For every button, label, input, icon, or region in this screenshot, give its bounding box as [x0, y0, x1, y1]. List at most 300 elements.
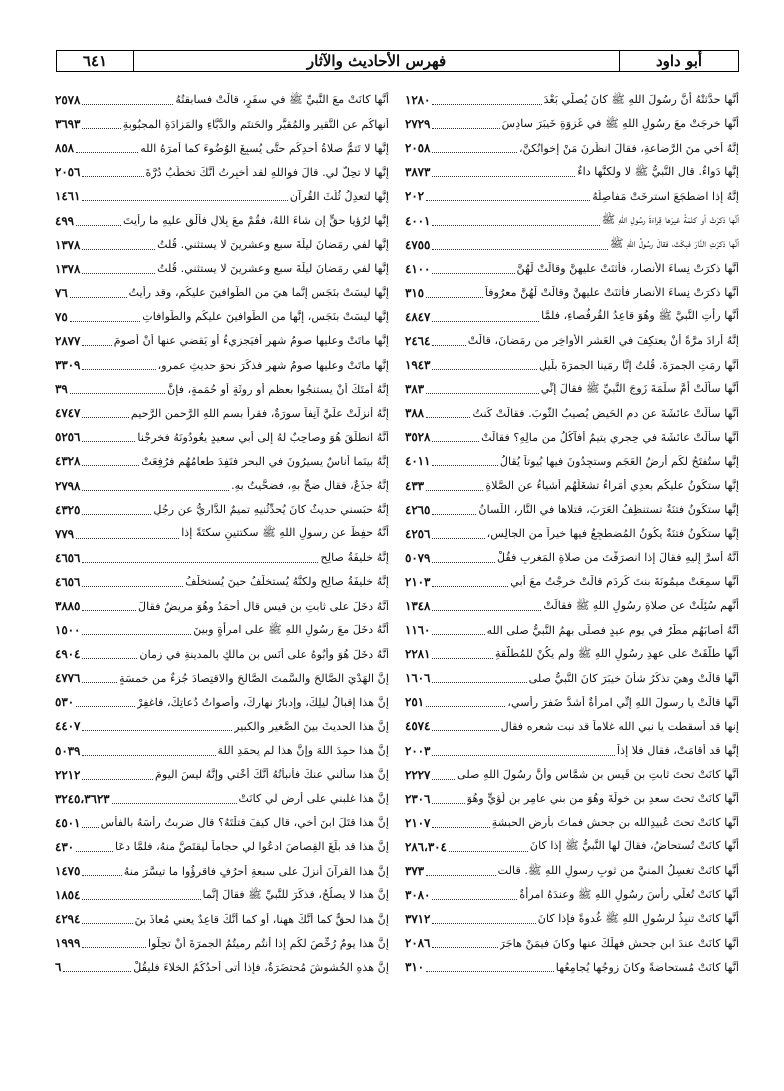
hadith-number: ١٣٧٨ — [55, 261, 81, 276]
leader-dots — [82, 456, 139, 466]
hadith-number: ٢٨٧٧ — [55, 333, 81, 348]
leader-dots — [432, 938, 497, 948]
hadith-incipit: إنَّها لفي رمَضانَ ليلَةَ سبعٍ وعشرينَ لا يستثني. قُلتُ — [157, 262, 389, 276]
leader-dots — [82, 264, 155, 274]
hadith-incipit: إنَّها لفي رمَضانَ ليلَةَ سبعٍ وعشرينَ لا يستثني. قُلتُ — [157, 238, 389, 252]
hadith-number: ٢٠٠٣ — [405, 743, 431, 758]
index-entry — [55, 353, 389, 377]
leader-dots — [432, 890, 517, 900]
index-entry — [405, 594, 739, 618]
hadith-incipit: إنَّ هذا لحقٌّ كما أنَّكَ ههنا، أو كما أنَّكَ قاعِدٌ يعني مُعاذَ بنَ — [134, 912, 389, 926]
hadith-incipit: إنَّها ستكُونُ فتنَةٌ يكُونُ المُضطجِعُ فيها خيراً من الجالِسِ، — [486, 527, 739, 541]
index-entry — [405, 955, 739, 979]
leader-dots — [82, 866, 121, 876]
index-entry — [55, 811, 389, 835]
hadith-number: ١٤٦١ — [55, 189, 81, 204]
index-entry — [55, 377, 389, 401]
hadith-incipit: أنَّها رمَتِ الجمرَةَ. قُلتُ إنَّا رمَينا الجمرَةَ بلَيلٍ — [539, 358, 739, 372]
index-entry — [55, 763, 389, 787]
hadith-incipit: أنَّها كانَتْ عندَ ابنِ جحشٍ فهلَكَ عنها وكانَ فيمَنْ هاجَرَ — [499, 936, 739, 950]
hadith-number: ١٣٤٨ — [405, 599, 431, 614]
index-entry — [405, 474, 739, 498]
leader-dots — [82, 240, 155, 250]
leader-dots — [432, 119, 499, 129]
hadith-incipit: إنَّ هذا غلبني على أرضٍ لي كانَتْ — [238, 792, 389, 806]
leader-dots — [82, 408, 129, 418]
index-entry — [405, 257, 739, 281]
leader-dots — [76, 842, 113, 852]
hadith-number: ٥٣٠ — [55, 695, 75, 710]
hadith-number: ٤٦٥٦ — [55, 550, 81, 565]
leader-dots — [432, 914, 535, 924]
index-entry — [405, 618, 739, 642]
hadith-number: ٢٠٨٦ — [405, 936, 431, 951]
hadith-incipit: إنَّ هذا حمِدَ اللهَ وإنَّ هذا لم يحمَدِ اللهَ — [217, 744, 389, 758]
index-entry — [405, 835, 739, 859]
index-entry — [405, 208, 739, 232]
hadith-number: ٢٨٦،٣٠٤ — [405, 839, 447, 854]
index-entry — [55, 498, 389, 522]
hadith-incipit: إنَّها ستُفتَحُ لكُم أرضُ العَجَمِ وستجِدُونَ فيها بُيوتاً يُقالُ — [499, 454, 739, 468]
index-entry — [405, 763, 739, 787]
leader-dots — [63, 962, 131, 972]
index-entry — [405, 931, 739, 955]
hadith-incipit: إنَّهُ أمتَكَ أنْ يستنجُوا بعظمٍ أو روثَةٍ أو حُمَمةٍ، فإنَّ — [167, 382, 389, 396]
hadith-number: ٤٥٧٤ — [405, 719, 431, 734]
leader-dots — [76, 529, 179, 539]
hadith-incipit: أنَّها كانَتْ تحتَ سعدِ بنِ خولَةَ وهُوَ من بني عامِرِ بنِ لُؤيٍّ وهُوَ — [466, 792, 739, 806]
hadith-number: ٤٠١١ — [405, 454, 431, 469]
hadith-incipit: أنَّهُ دخَلَ على ثابتِ بنِ قيسٍ قال أحمَدُ وهُوَ مريضٌ فقالَ — [138, 599, 389, 613]
hadith-number: ٣٠٨٠ — [405, 888, 431, 903]
index-entry — [55, 955, 389, 979]
hadith-number: ١٢٨٠ — [405, 93, 431, 108]
index-entry — [55, 642, 389, 666]
leader-dots — [82, 577, 183, 587]
hadith-incipit: إنَّهُ جذَعٌ، فقال ضحِّ بهِ، فضحَّيتُ بهِ. — [231, 479, 389, 493]
hadith-number: ١٦٠٦ — [405, 671, 431, 686]
leader-dots — [426, 962, 554, 972]
index-entry — [405, 305, 739, 329]
hadith-incipit: أنَّها ذكرَتْ نِساءَ الأنصارِ فأثنَتْ عليهِنَّ وقالَتْ لَهُنَّ معرُوفاً — [484, 286, 739, 300]
index-entry — [55, 522, 389, 546]
hadith-incipit: إنَّهُ خليفَةُ صالِحٍ — [320, 551, 389, 565]
hadith-incipit: أنَّها خرجَتْ معَ رسُولِ اللهِ ﷺ في غَزوَةِ خَيبَرَ سادِسَ — [501, 116, 739, 130]
hadith-number: ٤٣٠ — [55, 839, 75, 854]
hadith-incipit: أنَّهُ دخَلَ معَ رسُولِ اللهِ ﷺ على امرأةٍ وبينَ — [193, 622, 389, 636]
index-entry — [405, 281, 739, 305]
hadith-number: ٥٠٣٩ — [55, 743, 81, 758]
hadith-number: ٧٥ — [55, 309, 68, 324]
leader-dots — [426, 866, 496, 876]
hadith-number: ٢٠٥٦ — [55, 165, 81, 180]
index-entry — [55, 739, 389, 763]
right-column — [405, 88, 739, 1088]
hadith-number: ٣٨٨٥ — [55, 599, 81, 614]
index-entry — [55, 305, 389, 329]
index-entry — [55, 281, 389, 305]
hadith-incipit: أنَّها طلَّقَتْ على عهدِ رسُولِ اللهِ ﷺ ولم يكُنْ للمُطلَّقةِ — [494, 646, 739, 660]
index-entry — [55, 233, 389, 257]
leader-dots — [426, 288, 483, 298]
hadith-incipit: إنَّهُ أرادَ مرَّةً أنْ يعتكِفَ في العَشرِ الأواخِرِ من رمَضانَ، قالَتْ — [467, 334, 739, 348]
hadith-number: ٣٩ — [55, 382, 68, 397]
leader-dots — [432, 673, 526, 683]
index-entry — [405, 184, 739, 208]
hadith-incipit: إنَّ هذا الحديثَ بينَ الصَّغيرِ والكبيرِ — [234, 719, 389, 733]
hadith-number: ٣١٠ — [405, 960, 425, 975]
hadith-number: ٢٢١٢ — [55, 767, 81, 782]
leader-dots — [432, 746, 615, 756]
hadith-incipit: أنَّها قالَتْ وهيَ تذكُرُ شأنَ خيبَرَ كانَ النَّبيُّ صلى — [528, 671, 739, 685]
index-entry — [55, 184, 389, 208]
hadith-number: ٢٥٧٨ — [55, 93, 81, 108]
leader-dots — [432, 143, 517, 153]
index-entry — [55, 449, 389, 473]
index-entry — [55, 112, 389, 136]
hadith-incipit: أنَّها كانَتْ معَ النَّبيِّ ﷺ في سفَرٍ، قالَتْ فسابقتُهُ — [175, 92, 389, 106]
hadith-number: ٤٣٢٥ — [55, 502, 81, 517]
hadith-incipit: إنَّها ليسَتْ بنَجَسٍ إنَّما هيَ من الطَّوافينَ عليكُم، وقد رأيتُ — [128, 286, 389, 300]
hadith-incipit: إنَّها ستكُونُ فتنَةٌ تستنظِفُ العَرَبَ، قتلاها في النَّارِ، اللِّسانُ — [478, 503, 739, 517]
index-title: فهرس الأحاديث والآثار — [306, 52, 447, 70]
leader-dots — [432, 625, 484, 635]
hadith-number: ٤٥٠١ — [55, 815, 81, 830]
index-columns — [56, 88, 739, 1088]
hadith-incipit: أنهاكُم عن النَّقيرِ والمُقيَّرِ والحَنتَمِ والدُّبَّاءِ والمَزادَةِ المجبُوبةِ — [122, 117, 389, 131]
leader-dots — [82, 167, 143, 177]
hadith-number: ٤١٠٠ — [405, 261, 431, 276]
leader-dots — [432, 167, 575, 177]
leader-dots — [426, 697, 505, 707]
leader-dots — [82, 481, 229, 491]
hadith-incipit: إنَّهُ أُنزِلَتْ علَيَّ آنِفاً سورَةٌ، فقرأَ بسمِ اللهِ الرَّحمنِ الرَّحيمِ — [130, 406, 389, 420]
index-entry — [405, 401, 739, 425]
index-entry — [55, 907, 389, 931]
hadith-number: ٦ — [55, 960, 62, 975]
hadith-incipit: إنَّها لتعدِلُ ثُلُثَ القُرآنِ — [289, 189, 389, 203]
index-entry — [55, 594, 389, 618]
leader-dots — [432, 432, 479, 442]
leader-dots — [82, 601, 136, 611]
index-entry — [405, 160, 739, 184]
hadith-number: ١٨٥٤ — [55, 888, 81, 903]
hadith-incipit: إنَّهُ بينَما أُناسٌ يسيرُونَ في البحرِ فنَفِدَ طعامُهُم فرُفِعَتْ — [141, 454, 389, 468]
hadith-incipit: أنَّها كانَتْ تُغلِّي رأسَ رسُولِ اللهِ ﷺ وعندَهُ امرأةٌ — [519, 887, 739, 901]
hadith-number: ١٩٩٩ — [55, 936, 81, 951]
hadith-number: ٤٤٠٧ — [55, 719, 81, 734]
leader-dots — [432, 216, 599, 226]
hadith-incipit: أنَّها ذكرَتِ النَّارَ فبكَتْ، فقالَ رسُولُ اللهِ ﷺ — [609, 237, 739, 251]
hadith-number: ٤٣٢٨ — [55, 454, 81, 469]
hadith-number: ٤٢٥٦ — [405, 526, 431, 541]
hadith-number: ٧٦ — [55, 285, 68, 300]
leader-dots — [426, 191, 590, 201]
hadith-number: ١٩٤٣ — [405, 358, 431, 373]
hadith-number: ٨٥٨ — [55, 141, 75, 156]
hadith-incipit: أنَّها كانَتْ تحتَ عُبيدِالله بنِ جحشٍ فماتَ بأرضِ الحبشةِ — [491, 816, 739, 830]
index-entry — [405, 666, 739, 690]
hadith-incipit: إنَّها ماتَتْ وعليها صومُ شهرٍ فذكَرَ نحوَ حديثِ عمرو، — [157, 358, 389, 372]
leader-dots — [82, 746, 215, 756]
hadith-number: ٤٩٩ — [55, 213, 75, 228]
hadith-number: ٣٨٧٣ — [405, 165, 431, 180]
hadith-number: ٣٧٣ — [405, 864, 425, 879]
hadith-number: ٢٢٨١ — [405, 647, 431, 662]
hadith-incipit: إنَّها لرُؤيا حقٍّ إن شاءَ اللهُ، فقُمْ معَ بِلالٍ فألْقِ عليهِ ما رأيتَ — [123, 214, 389, 228]
index-entry — [55, 136, 389, 160]
hadith-number: ٢٢٢٧ — [405, 767, 431, 782]
hadith-number: ٤٠٠١ — [405, 213, 431, 228]
index-entry — [405, 739, 739, 763]
hadith-incipit: إنَّهُ خليفَةُ صالِحٍ ولكنَّهُ يُستخلَفُ حينَ يُستخلَفُ — [185, 575, 389, 589]
index-entry — [405, 136, 739, 160]
index-page — [56, 50, 739, 1090]
index-entry — [55, 570, 389, 594]
index-entry — [55, 257, 389, 281]
hadith-number: ٤٨٤٧ — [405, 309, 431, 324]
leader-dots — [76, 697, 135, 707]
leader-dots — [432, 794, 464, 804]
hadith-number: ٣٨٨ — [405, 406, 425, 421]
hadith-number: ١٣٧٨ — [55, 237, 81, 252]
index-entry — [55, 401, 389, 425]
leader-dots — [82, 721, 232, 731]
hadith-incipit: أنَّهُ حفِظَ عن رسولِ اللهِ ﷺ سكتتينِ سكتَةً إذا — [181, 526, 389, 540]
hadith-incipit: إنَّهُ حبَسني حديثٌ كانَ يُحدِّثُنيهِ تميمٌ الدَّاريُّ عن رجُلٍ — [153, 503, 389, 517]
index-entry — [55, 160, 389, 184]
index-entry — [405, 353, 739, 377]
leader-dots — [82, 649, 137, 659]
index-entry — [405, 522, 739, 546]
index-entry — [405, 425, 739, 449]
index-entry — [55, 618, 389, 642]
hadith-incipit: إنها قد أسقطت يا نبي الله غلاماً قد نبت شعره فقال — [500, 719, 739, 733]
leader-dots — [70, 384, 165, 394]
leader-dots — [82, 673, 117, 683]
hadith-number: ٣٢٤٥،٣٦٢٣ — [55, 791, 110, 806]
left-column — [55, 88, 389, 1088]
hadith-number: ٢٣٠٦ — [405, 791, 431, 806]
hadith-number: ٢٤٦٤ — [405, 333, 431, 348]
leader-dots — [82, 625, 191, 635]
index-entry — [405, 811, 739, 835]
hadith-number: ٣٥٢٨ — [405, 430, 431, 445]
leader-dots — [426, 408, 470, 418]
leader-dots — [82, 119, 120, 129]
book-name: أبو داود — [619, 51, 738, 71]
hadith-incipit: أنَّهُ أسرَّ إليهِ فقالَ إذا انصرَفْتَ من صلاةِ المَغرِبِ فقُلْ — [496, 551, 739, 565]
leader-dots — [82, 938, 146, 948]
hadith-incipit: إنَّ هذا يومٌ رُخِّصَ لكُم إذا أنتُم رميتُمُ الجمرَةَ أنْ تحِلُّوا — [148, 936, 389, 950]
leader-dots — [76, 143, 138, 153]
hadith-number: ١١٦٠ — [405, 623, 431, 638]
hadith-number: ٢٧٩٨ — [55, 478, 81, 493]
hadith-incipit: أنَّها ذكرَتْ أو كلمَةً غيرَها قِراءَةَ رسُولِ اللهِ ﷺ — [601, 213, 739, 227]
hadith-incipit: أنَّها كانَتْ تنبِذُ لرسُولِ اللهِ ﷺ غُدوةً فإذا كانَ — [537, 911, 739, 925]
hadith-number: ٤٢٦٥ — [405, 502, 431, 517]
leader-dots — [82, 360, 155, 370]
hadith-number: ٧٧٩ — [55, 526, 75, 541]
hadith-number: ٤٢٩٤ — [55, 912, 81, 927]
hadith-incipit: إنَّهُ إذا اضطجَعَ استرخَتْ مَفاصِلُهُ — [592, 189, 739, 203]
hadith-number: ٤٣٣ — [405, 478, 425, 493]
hadith-incipit: إنَّ هذا سألني عنكَ فأنبأتُهُ أنَّكَ أخْتي وإنَّهُ ليسَ اليومَ — [155, 768, 389, 782]
hadith-incipit: إنَّ هذا قد بلَغَ القِصاصَ ادعُوا لي حجاماً ليقتَصَّ منهُ، فلمَّا دعَا — [115, 840, 389, 854]
hadith-incipit: أنَّها كانَتْ تحتَ ثابتِ بنِ قَيسِ بنِ شمَّاسٍ وأنَّ رسُولَ اللهِ صلى — [457, 768, 739, 782]
hadith-incipit: أنَّها ذكرَتْ نِساءَ الأنصارِ، فأثنَتْ عليهِنَّ وقالَتْ لَهُنَّ — [516, 262, 739, 276]
hadith-incipit: أنَّهُ دخَلَ هُوَ وأبُوهُ على أنَسِ بنِ مالكٍ بالمدينةِ في زمانِ — [139, 647, 389, 661]
hadith-incipit: إنَّ هذا قتَلَ ابنَ أخي، قال كيفَ قتلْتَهُ؟ قال ضربتُ رأسَهُ بالفأسِ — [100, 816, 389, 830]
hadith-number: ١٤٧٥ — [55, 864, 81, 879]
hadith-incipit: إنَّها دَواءٌ. قال النَّبيُّ ﷺ لا ولكنَّها داءٌ — [577, 164, 739, 178]
index-entry — [55, 425, 389, 449]
hadith-incipit: إنَّ هذهِ الحُشوشَ مُحتضَرَةٌ، فإذا أتى أحدُكُمُ الخلاءَ فليقُلْ — [133, 960, 389, 974]
leader-dots — [432, 456, 497, 466]
index-entry — [405, 570, 739, 594]
index-entry — [405, 498, 739, 522]
leader-dots — [432, 649, 493, 659]
leader-dots — [432, 240, 608, 250]
leader-dots — [82, 432, 135, 442]
index-entry — [405, 112, 739, 136]
hadith-incipit: أنَّها كانَتْ تُستحاضُ، فقالَ لها النَّبيُّ ﷺ إذا كانَ — [529, 839, 739, 853]
index-entry — [55, 931, 389, 955]
index-entry — [405, 859, 739, 883]
hadith-incipit: أنَّها سمِعَتْ ميمُونَةَ بنتَ كَردَمٍ قالَتْ خرجْتُ معَ أبي — [510, 575, 739, 589]
leader-dots — [426, 384, 539, 394]
leader-dots — [70, 312, 141, 322]
leader-dots — [82, 818, 98, 828]
index-entry — [55, 208, 389, 232]
index-entry — [55, 787, 389, 811]
page-header — [56, 50, 739, 72]
index-entry — [55, 666, 389, 690]
index-entry — [405, 907, 739, 931]
hadith-number: ٤٦٥٦ — [55, 574, 81, 589]
leader-dots — [112, 794, 237, 804]
index-entry — [55, 883, 389, 907]
hadith-number: ٢٧٢٩ — [405, 117, 431, 132]
hadith-incipit: أنَّهم سُئِلَتْ عن صلاةِ رسُولِ اللهِ ﷺ فقالَتْ — [543, 598, 739, 612]
leader-dots — [449, 842, 528, 852]
hadith-number: ٤٧٧٦ — [55, 671, 81, 686]
hadith-incipit: إنَّها ستكُونُ عليكُم بعدِي أمَراءُ تشغَلُهُم أشياءُ عن الصَّلاةِ — [485, 479, 739, 493]
index-entry — [55, 329, 389, 353]
index-entry — [405, 883, 739, 907]
index-entry — [55, 474, 389, 498]
index-entry — [405, 546, 739, 570]
index-entry — [55, 88, 389, 112]
hadith-incipit: إنَّها لا تحِلُّ لي. قالَ فواللهِ لقد أُخبِرتُ أنَّكَ تخطُبُ دُرَّةَ — [145, 165, 389, 179]
leader-dots — [82, 890, 200, 900]
leader-dots — [432, 360, 537, 370]
leader-dots — [432, 721, 498, 731]
index-entry — [55, 835, 389, 859]
hadith-incipit: أنَّها سألَتْ عائشَةَ عن دمِ الحَيضِ يُصيبُ الثَّوبَ. فقالَتْ كُنتُ — [472, 406, 739, 420]
index-entry — [405, 233, 739, 257]
hadith-number: ٢٥١ — [405, 695, 425, 710]
hadith-number: ٥٠٧٩ — [405, 550, 431, 565]
hadith-incipit: أنَّها سألَتْ أمَّ سلَمَةَ زَوجَ النَّبيِّ ﷺ فقالَ إنِّي — [540, 381, 739, 395]
hadith-incipit: إنَّها لا تَتمُّ صلاةُ أحدِكُم حتَّى يُسبِغَ الوُضُوءَ كما أمرَهُ الله — [140, 141, 389, 155]
leader-dots — [432, 505, 476, 515]
hadith-number: ٣٧١٢ — [405, 912, 431, 927]
hadith-incipit: أنَّها كانَتْ تغسِلُ المنيَّ من ثوبِ رسولِ اللهِ ﷺ. قالت — [497, 863, 739, 877]
leader-dots — [432, 818, 489, 828]
hadith-number: ٢٠٥٨ — [405, 141, 431, 156]
hadith-number: ٣٨٣ — [405, 382, 425, 397]
leader-dots — [432, 95, 541, 105]
hadith-number: ٥٢٥٦ — [55, 430, 81, 445]
index-entry — [55, 546, 389, 570]
leader-dots — [432, 553, 495, 563]
leader-dots — [76, 216, 121, 226]
index-entry — [405, 449, 739, 473]
hadith-incipit: إنَّ هذا إقبالُ ليلِكَ، وإدبارُ نهارِكَ، وأصواتُ دُعاتِكَ، فاغفِرْ — [137, 695, 389, 709]
page-number: ٦٤١ — [57, 51, 134, 71]
leader-dots — [82, 553, 318, 563]
hadith-incipit: إنَّ هذا لا يصلُحُ، فذكَرَ للنَّبيِّ ﷺ فقالَ إنَّما — [202, 887, 389, 901]
leader-dots — [426, 481, 483, 491]
hadith-number: ٤٧٥٥ — [405, 237, 431, 252]
leader-dots — [432, 770, 455, 780]
hadith-number: ١٥٠٠ — [55, 623, 81, 638]
hadith-number: ٣٦٩٣ — [55, 117, 81, 132]
leader-dots — [82, 505, 151, 515]
hadith-incipit: أنَّها حدَّثتْهُ أنَّ رسُولَ اللهِ ﷺ كانَ يُصلِّي بَعْدَ — [543, 92, 739, 106]
hadith-number: ٢١٠٧ — [405, 815, 431, 830]
leader-dots — [82, 95, 173, 105]
hadith-incipit: أنَّهُ أصابَهُم مطَرٌ في يومِ عيدٍ فصلَّى بهِمُ النَّبيُّ صلى الله — [486, 623, 739, 637]
index-entry — [405, 787, 739, 811]
index-entry — [55, 690, 389, 714]
hadith-number: ٣٣٠٩ — [55, 358, 81, 373]
hadith-number: ٢٠٢ — [405, 189, 425, 204]
leader-dots — [432, 336, 465, 346]
hadith-number: ٤٩٠٤ — [55, 647, 81, 662]
hadith-incipit: أنَّها سألَتْ عائشَةَ في حِجري يتيمٌ أفآكُلُ من مالِهِ؟ فقالَتْ — [481, 430, 739, 444]
hadith-incipit: إنَّها ليسَتْ بنَجَسٍ، إنَّها من الطَّوافينَ عليكُم والطَّوافاتِ — [142, 310, 389, 324]
leader-dots — [70, 288, 127, 298]
hadith-incipit: إنَّهُ أخي منَ الرَّضاعةِ، فقالَ انظُرنَ مَنْ إخوانُكنَّ، — [518, 141, 739, 155]
index-entry — [55, 859, 389, 883]
index-entry — [405, 377, 739, 401]
index-entry — [405, 714, 739, 738]
hadith-incipit: أنَّها قالَتْ يا رسولَ اللهِ إنِّي امرأةٌ أشدُّ ضَفرَ رأسي، — [507, 695, 739, 709]
leader-dots — [432, 529, 484, 539]
hadith-incipit: أنَّهُ انطلَقَ هُوَ وصاحِبٌ لهُ إلى أبي سعيدٍ يعُودُونَهُ فخرجْنا — [137, 430, 389, 444]
index-entry — [405, 329, 739, 353]
index-entry — [405, 690, 739, 714]
index-entry — [55, 714, 389, 738]
hadith-incipit: إنَّها ماتَتْ وعليها صومُ شهرٍ أفيَجزيءُ أو يَقضي عنها أنْ أصومَ — [113, 334, 389, 348]
leader-dots — [82, 914, 132, 924]
leader-dots — [432, 312, 539, 322]
hadith-incipit: إنَّ الهَدْيَ الصَّالحَ والسَّمتَ الصَّالحَ والاقتِصادَ جُزءٌ من خمسَةٍ — [119, 671, 389, 685]
leader-dots — [432, 264, 514, 274]
hadith-number: ٤٧٤٧ — [55, 406, 81, 421]
hadith-number: ٣١٥ — [405, 285, 425, 300]
leader-dots — [432, 601, 541, 611]
hadith-incipit: إنَّها قد أقامَتْ، فقال فلا إذاً — [616, 744, 739, 758]
leader-dots — [82, 191, 288, 201]
hadith-incipit: أنَّها كانَتْ مُستحاضةً وكانَ زوجُها يُجامِعُها — [555, 960, 739, 974]
hadith-number: ٢١٠٣ — [405, 574, 431, 589]
hadith-incipit: إنَّ هذا القرآنَ أُنزِلَ على سبعةِ أحرُفٍ فاقرؤُوا ما تيسَّرَ منهُ — [123, 864, 389, 878]
leader-dots — [82, 336, 111, 346]
hadith-incipit: أنَّها رأتِ النَّبيَّ ﷺ وهُوَ قاعِدُ القُرفُصاءِ، فلمَّا — [541, 309, 739, 323]
